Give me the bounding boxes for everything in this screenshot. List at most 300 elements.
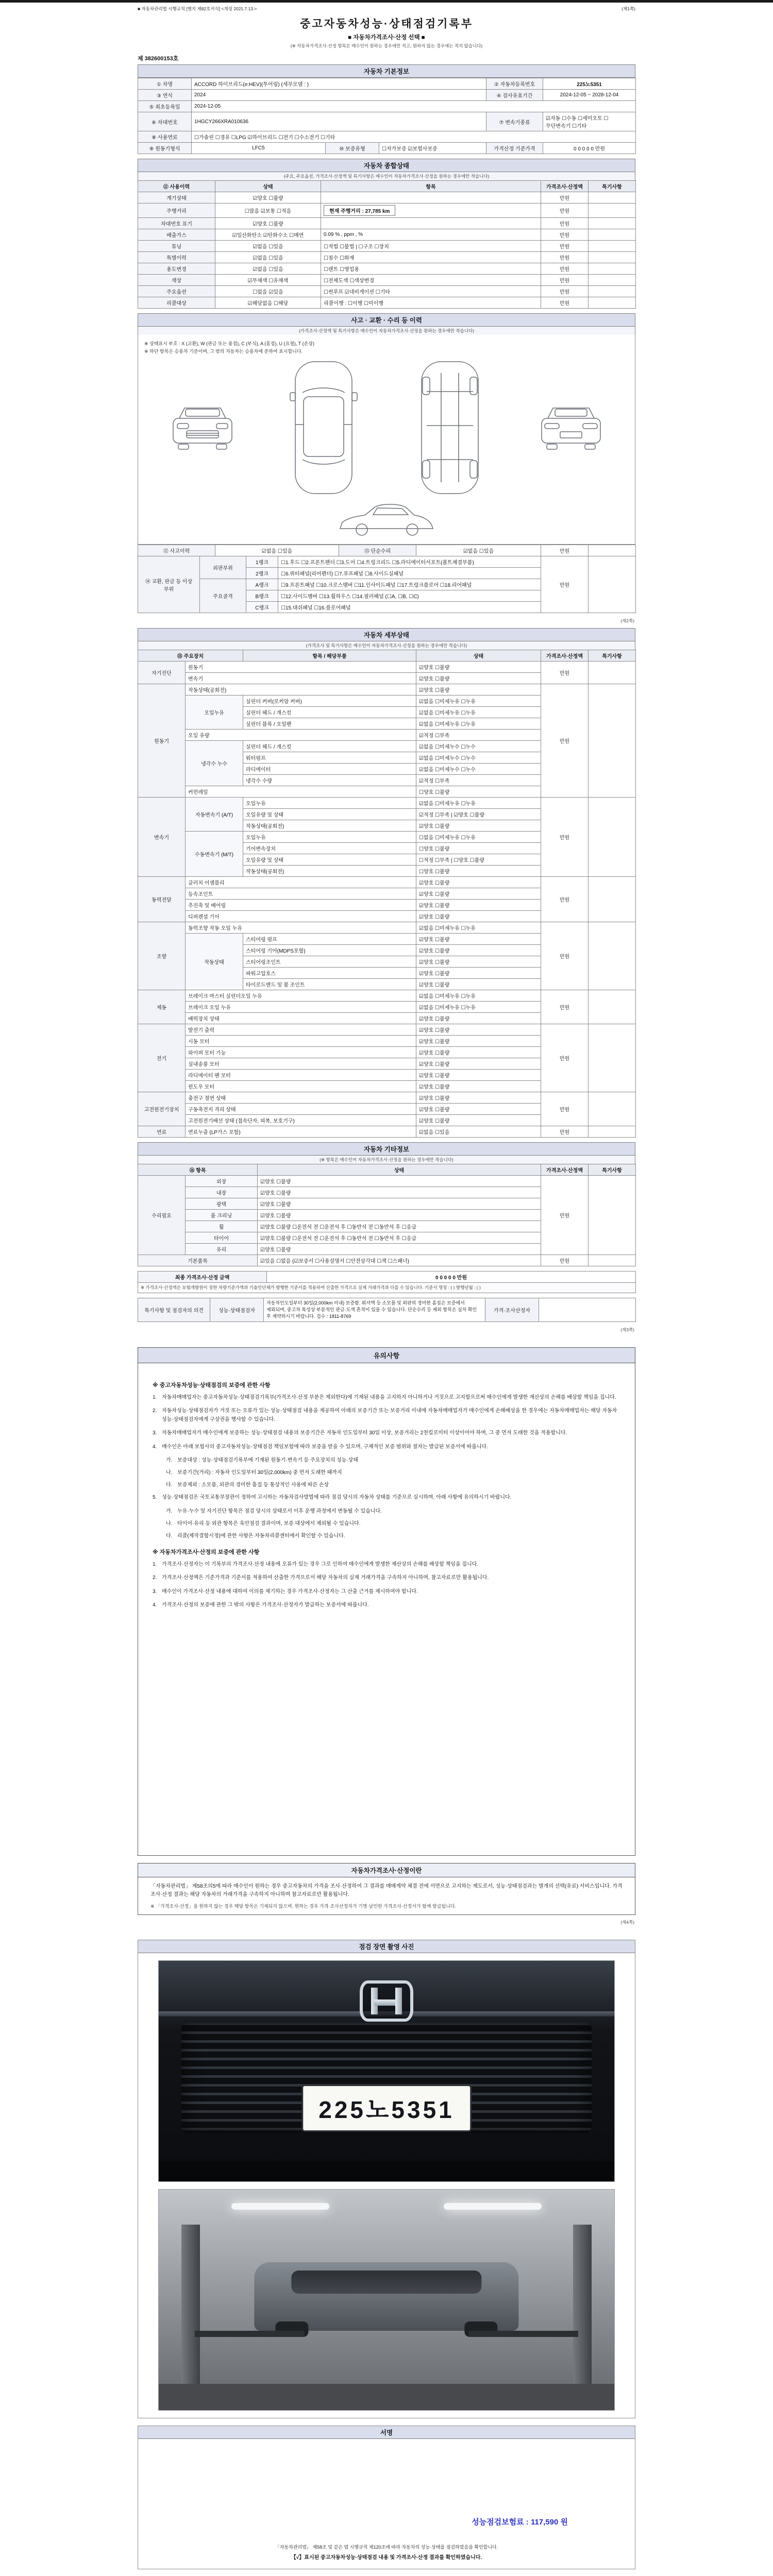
cell: 만원 bbox=[541, 990, 589, 1024]
cell bbox=[589, 684, 636, 798]
cell[interactable]: ☐없음 ☑있음 bbox=[215, 286, 321, 297]
table-row bbox=[138, 78, 636, 90]
cell: ④ 검사유효기간 bbox=[486, 90, 543, 101]
cell[interactable]: ☑적정 ☐부족 bbox=[416, 730, 541, 741]
cell: 만원 bbox=[541, 1092, 589, 1126]
garage-floor bbox=[159, 2384, 615, 2410]
page-marker-1: (제1쪽) bbox=[621, 6, 635, 11]
cell[interactable]: ☑양호 ☐불량 bbox=[215, 192, 321, 204]
detailed-condition-table bbox=[138, 650, 636, 1138]
cell[interactable]: ☐적법 ☐불법 | ☐구조 ☐장치 bbox=[321, 241, 541, 252]
cell: 라디에이터 팬 모터 bbox=[186, 1070, 416, 1081]
cell: 브레이크 마스터 실린더오일 누유 bbox=[186, 990, 416, 1002]
cell bbox=[321, 192, 541, 204]
cell: 계기상태 bbox=[138, 192, 215, 204]
cell: 항목 bbox=[321, 181, 541, 192]
engine-model: LFC5 bbox=[192, 143, 326, 154]
cell[interactable]: ☑양호 ☐불량 bbox=[416, 934, 541, 945]
odometer-cell bbox=[321, 204, 541, 218]
cell: 만원 bbox=[541, 241, 589, 252]
cell: 실린더 블록 / 오일팬 bbox=[243, 718, 416, 730]
cell: ⑧ 사용연료 bbox=[138, 131, 192, 143]
cell bbox=[539, 1298, 636, 1321]
cell[interactable]: ☑없음 ☐미세누유 ☐누유 bbox=[416, 922, 541, 934]
cell: 만원 bbox=[541, 1176, 589, 1255]
cell: 만원 bbox=[541, 252, 589, 263]
cell: 가격산정 기준가격 bbox=[486, 143, 543, 154]
table-row bbox=[138, 112, 636, 131]
table-row bbox=[138, 1164, 636, 1176]
signature-header: 서명 bbox=[138, 2426, 635, 2439]
cell[interactable]: ☑양호 ☐불량 bbox=[416, 1024, 541, 1036]
cell[interactable]: ☐썬루프 ☑네비게이션 ☐기타 bbox=[321, 286, 541, 297]
overall-condition-note: (주요, 주요옵션, 가격조사·산정액 및 특기사항은 매수인이 자동차가격조사·산정을 원하는 경우에만 적습니다) bbox=[138, 172, 635, 180]
cell: 가격조사·산정액 bbox=[541, 181, 589, 192]
cell[interactable]: ☑양호 ☐불량 bbox=[416, 911, 541, 922]
cell: 충전구 절연 상태 bbox=[186, 1092, 416, 1104]
simple-repair[interactable]: ☑없음 ☐있음 bbox=[416, 545, 541, 556]
cell: 실린더 커버(로커암 커버) bbox=[243, 696, 416, 707]
cell[interactable]: ☑없음 ☐미세누유 ☐누유 bbox=[416, 718, 541, 730]
basic-info-header: 자동차 기본정보 bbox=[138, 64, 635, 78]
cell: 고전원전기장치 bbox=[138, 1092, 186, 1126]
cell: 변속기 bbox=[138, 798, 186, 877]
cell: 자동변속기 (A/T) bbox=[186, 798, 243, 832]
cell[interactable]: ☑양호 ☐불량 bbox=[416, 945, 541, 956]
cell[interactable]: ☐전체도색 ☐색상변경 bbox=[321, 275, 541, 286]
cell: 만원 bbox=[541, 229, 589, 241]
cell: 스티어링 기어(MDPS포함) bbox=[243, 945, 416, 956]
cell[interactable]: ☐많음 ☑보통 ☐적음 bbox=[215, 204, 321, 218]
overall-condition-header: 자동차 종합상태 bbox=[138, 159, 635, 172]
damage-note-legend: ※ 하단 항목은 승용차 기준이며, 그 밖의 자동차는 승용차에 준하여 표시합니다. bbox=[144, 349, 303, 354]
section-detailed-condition bbox=[138, 628, 635, 1138]
car-side-view-diagram bbox=[335, 499, 438, 538]
cell[interactable]: ☑양호 ☐불량 bbox=[258, 1198, 541, 1210]
cell: 용도변경 bbox=[138, 263, 215, 275]
lift-post-left bbox=[181, 2225, 200, 2392]
document-sheet bbox=[138, 3, 635, 2569]
notice-paragraph: 다. 리콜(제작결함시정)에 관한 사항은 자동차리콜센터에서 확인할 수 있습니다. bbox=[166, 1533, 345, 1539]
cell[interactable]: ☑양호 ☐불량 bbox=[416, 684, 541, 696]
cell[interactable]: ☑없음 ☐있음 bbox=[416, 1126, 541, 1138]
cell: 기어변속장치 bbox=[243, 843, 416, 854]
cell[interactable]: ☑양호 ☐불량 bbox=[258, 1187, 541, 1198]
section-signature bbox=[138, 2426, 635, 2569]
table-row bbox=[138, 990, 636, 1002]
cell[interactable]: ☑양호 ☐불량 bbox=[416, 968, 541, 979]
cell: 주행거리 bbox=[138, 204, 215, 218]
cell[interactable]: ☑양호 ☐불량 bbox=[416, 1081, 541, 1092]
cell[interactable]: ☑없음 ☐있음 bbox=[215, 252, 321, 263]
cell: 만원 bbox=[541, 662, 589, 684]
base-price: 0 0 0 0 0 만원 bbox=[543, 143, 636, 154]
inspection-insurance-fee: 성능점검보험료 : 117,590 원 bbox=[472, 2517, 568, 2527]
bumper-shadow bbox=[159, 2161, 615, 2181]
cell bbox=[589, 1092, 636, 1126]
cell[interactable]: ☑양호 ☐불량 bbox=[416, 662, 541, 673]
cell: 냉각수 누수 bbox=[186, 741, 243, 786]
notice-paragraph: 1. 자동차매매업자는 중고자동차성능·상태점검기록부(가격조사·산정 부분은 제외한다)에 기재된 내용을 고지하지 아니하거나 거짓으로 고지함으로써 매수인에게 발생한 재산상의 손해를 배상할 책임을 집니다. bbox=[153, 1394, 616, 1400]
cell bbox=[589, 798, 636, 877]
ceiling-light-icon bbox=[444, 2203, 542, 2210]
section-etc-info bbox=[138, 1142, 635, 1266]
cell: 냉각수 수량 bbox=[243, 775, 416, 786]
section-notices bbox=[138, 1347, 635, 1856]
cell bbox=[589, 263, 636, 275]
cell: 만원 bbox=[541, 286, 589, 297]
cell: 가격조사·산정액 bbox=[541, 650, 589, 662]
cell bbox=[589, 297, 636, 309]
cell: 타이로드엔드 및 볼 조인트 bbox=[243, 979, 416, 990]
car-name: ACCORD 하이브리드(e:HEV)(투어링) (세부모델 : ) bbox=[192, 78, 486, 90]
section-inspection-photos bbox=[138, 1940, 635, 2418]
cell: 타이어 bbox=[186, 1232, 258, 1244]
table-row bbox=[138, 1024, 636, 1036]
cell: 내장 bbox=[186, 1187, 258, 1198]
cell[interactable]: ☑없음 ☐미세누수 ☐누수 bbox=[416, 764, 541, 775]
table-row bbox=[138, 192, 636, 204]
final-price-label: 최종 가격조사·산정 금액 bbox=[138, 1272, 267, 1283]
cell: ⑯ 항목 bbox=[138, 1164, 258, 1176]
car-underbody-view-diagram bbox=[411, 359, 489, 497]
cell: 광택 bbox=[186, 1198, 258, 1210]
cell bbox=[589, 241, 636, 252]
cell: 윈도우 모터 bbox=[186, 1081, 416, 1092]
cell[interactable]: ☐6.쿼터패널(리어펜더) ☐7.루프패널 ☐8.사이드실패널 bbox=[278, 568, 541, 579]
notice-heading: ※ 중고자동차성능·상태점검의 보증에 관한 사항 bbox=[153, 1382, 271, 1388]
cell[interactable]: 리콜이행 : ☐이행 ☐미이행 bbox=[321, 297, 541, 309]
cell[interactable]: ☑없음 ☐미세누수 ☐누수 bbox=[416, 752, 541, 764]
notices-header: 유의사항 bbox=[138, 1348, 635, 1363]
cell: 특기사항 bbox=[589, 1164, 636, 1176]
cell[interactable]: ☑양호 ☐불량 bbox=[416, 877, 541, 888]
cell: 색상 bbox=[138, 275, 215, 286]
cell[interactable]: ☑양호 ☐불량 bbox=[258, 1210, 541, 1221]
section-overall-condition bbox=[138, 159, 635, 309]
price-definition-title: 자동차가격조사·산정이란 bbox=[138, 1863, 635, 1877]
cell: 작동상태(공회전) bbox=[243, 820, 416, 832]
cell: 실린더 헤드 / 개스킷 bbox=[243, 707, 416, 718]
exchange-panel-table bbox=[138, 556, 636, 613]
car-side-diagram-row bbox=[144, 499, 629, 538]
windshield bbox=[291, 2270, 482, 2294]
cell: 2랭크 bbox=[246, 568, 278, 579]
cell[interactable]: ☐침수 ☐화재 bbox=[321, 252, 541, 263]
lift-arm-left bbox=[195, 2331, 304, 2337]
cell[interactable]: ☐15.대쉬패널 ☐16.플로어패널 bbox=[278, 602, 541, 613]
cell: 오일누유 bbox=[243, 832, 416, 843]
cell[interactable]: ☑없음 ☐미세누유 ☐누유 bbox=[416, 1002, 541, 1013]
table-row bbox=[138, 131, 636, 143]
cell: ⑦ 변속기종류 bbox=[486, 112, 543, 131]
price-definition-note: ※ 「가격조사·산정」을 원하지 않는 경우 해당 항목은 기재되지 않으며, 원하는 경우 가격·조사산정자가 기명·날인한 가격조사·산정서가 함께 발급됩니다. bbox=[150, 1903, 456, 1909]
cell: 연료 bbox=[138, 1126, 186, 1138]
cell: 추진축 및 베어링 bbox=[186, 900, 416, 911]
cell bbox=[589, 990, 636, 1024]
cell[interactable]: ☑양호 ☐불량 bbox=[416, 1070, 541, 1081]
cell bbox=[589, 252, 636, 263]
page-marker-2: (제2쪽) bbox=[620, 618, 634, 623]
cell: 만원 bbox=[541, 263, 589, 275]
inspector-opinion: 자동차인도일부터 30일(2,000km 이내) 보증함. 워셔액 등 소모품 및 외판의 경미한 흠집은 보증에서 제외되며, 중고차 특성상 부분적인 판금·도색 흔적이 있을 수 있습니다. 단순수리 등 제외 항목은 실차 확인 후 계약하시기 바랍니다. 검수 : 1811-8769 bbox=[264, 1298, 485, 1321]
final-price-note: ※ 가격조사·산정액은 보험개발원이 정한 차량기준가액과 기술인단체가 발행한 기준서를 적용하여 산출한 가격으로 실제 거래가격과 다를 수 있습니다. 기준서 명칭 : ( ) 발행년월 : ( ) bbox=[138, 1283, 636, 1293]
section-accident-history bbox=[138, 313, 635, 613]
cell[interactable]: ☐12.사이드멤버 ☐13.휠하우스 ☐14.필러패널 (☐A, ☐B, ☐C) bbox=[278, 590, 541, 602]
document-number: 제 382600153호 bbox=[138, 56, 179, 62]
cell[interactable]: ☑양호 ☐불량 bbox=[215, 218, 321, 229]
cell bbox=[589, 1176, 636, 1255]
cell: 워터펌프 bbox=[243, 752, 416, 764]
cell bbox=[589, 922, 636, 990]
table-row bbox=[138, 545, 636, 556]
cell[interactable]: ☐렌트 ☐영업용 bbox=[321, 263, 541, 275]
cell[interactable]: ☑양호 ☐불량 bbox=[416, 1036, 541, 1047]
cell[interactable]: ☑양호 ☐불량 bbox=[416, 979, 541, 990]
cell bbox=[589, 286, 636, 297]
table-row bbox=[138, 275, 636, 286]
cell: 주요골격 bbox=[200, 579, 246, 613]
cell: 만원 bbox=[541, 684, 589, 798]
cell: 만원 bbox=[541, 297, 589, 309]
cell: 항목 / 해당부품 bbox=[243, 650, 416, 662]
cell: 만원 bbox=[541, 204, 589, 218]
cell[interactable]: ☑양호 ☐불량 bbox=[416, 1058, 541, 1070]
cell[interactable]: ☑양호 ☐불량 ☐운전석 전 ☐운전석 후 ☐동반석 전 ☐동반석 후 ☐응급 bbox=[258, 1232, 541, 1244]
cell[interactable]: ☑있음 ☐없음 (☑보증서 ☐사용설명서 ☐안전삼각대 ☐잭 ☐스패너) bbox=[258, 1255, 541, 1266]
cell: 제동 bbox=[138, 990, 186, 1024]
cell[interactable]: ☑양호 ☐불량 bbox=[416, 673, 541, 684]
cell: 만원 bbox=[541, 1255, 589, 1266]
cell bbox=[589, 545, 636, 556]
cell bbox=[589, 556, 636, 613]
cell[interactable]: ☑없음 ☐미세누유 ☐누유 bbox=[416, 990, 541, 1002]
section-final-price bbox=[138, 1271, 635, 1293]
cell: ⑪ 사용이력 bbox=[138, 181, 215, 192]
cell bbox=[589, 662, 636, 684]
cell: 유리 bbox=[186, 1244, 258, 1255]
cell[interactable]: ☑양호 ☐불량 bbox=[416, 900, 541, 911]
cell: 룸 크리닝 bbox=[186, 1210, 258, 1221]
inspection-valid-period: 2024-12-05 ~ 2028-12-04 bbox=[543, 90, 636, 101]
cell: 수리필요 bbox=[138, 1176, 186, 1255]
cell: 리콜대상 bbox=[138, 297, 215, 309]
license-plate: 225노5351 bbox=[301, 2084, 472, 2132]
inspection-photo-front-grille bbox=[158, 1960, 615, 2182]
cell: 구동축전지 격리 상태 bbox=[186, 1104, 416, 1115]
cell[interactable]: ☑양호 ☐불량 bbox=[416, 1013, 541, 1024]
cell: 외판부위 bbox=[200, 556, 246, 579]
cell[interactable]: ☑해당없음 ☐해당 bbox=[215, 297, 321, 309]
cell: 변속기 bbox=[186, 673, 416, 684]
price-definition-box bbox=[138, 1863, 635, 1915]
etc-info-table bbox=[138, 1164, 636, 1266]
notice-paragraph: 가. 누유·누수 및 자기진단 항목은 점검 당시의 상태로서 이후 운행 과정에서 변동될 수 있습니다. bbox=[166, 1508, 382, 1514]
cell[interactable]: ☐양호 ☐불량 bbox=[416, 866, 541, 877]
cell bbox=[589, 218, 636, 229]
cell[interactable]: ☑양호 ☐불량 bbox=[416, 1092, 541, 1104]
cell[interactable]: ☑양호 ☐불량 ☐운전석 전 ☐운전석 후 ☐동반석 전 ☐동반석 후 ☐응급 bbox=[258, 1221, 541, 1232]
detailed-condition-note: (가격조사 및 특기사항은 매수인이 자동차가격조사·산정을 원하는 경우에만 적습니다) bbox=[138, 641, 635, 650]
cell[interactable]: ☑일산화탄소 ☑탄화수소 ☐매연 bbox=[215, 229, 321, 241]
transmission-type[interactable]: ☑자동 ☐수동 ☐세미오토 ☐무단변속기 ☐기타 bbox=[543, 112, 636, 131]
notice-paragraph: 3. 매수인이 가격조사·산정 내용에 대하여 이의를 제기하는 경우 가격조사·산정자는 그 산출 근거를 제시하여야 합니다. bbox=[153, 1588, 418, 1595]
cell: 오일누유 bbox=[243, 798, 416, 809]
cell bbox=[321, 218, 541, 229]
warranty-type[interactable]: ☐자가보증 ☑보험사보증 bbox=[379, 143, 486, 154]
vin: 1HGCY266XRA010636 bbox=[192, 112, 486, 131]
section-basic-info bbox=[138, 64, 635, 154]
cell: ⑩ 보증유형 bbox=[326, 143, 379, 154]
cell[interactable]: ☐9.프론트패널 ☐10.크로스멤버 ☐11.인사이드패널 ☐17.트렁크플로어 ☐18.리어패널 bbox=[278, 579, 541, 590]
cell: 동력전달 bbox=[138, 877, 186, 922]
table-row bbox=[138, 101, 636, 112]
h-emblem-icon bbox=[360, 1980, 413, 2022]
notice-paragraph: 5. 성능·상태점검은 국토교통부장관이 정하여 고시하는 자동차검사방법에 따라 점검 당시의 자동차 상태를 기준으로 실시하며, 아래 사항에 유의하시기 바랍니다. bbox=[153, 1495, 512, 1501]
etc-info-header: 자동차 기타정보 bbox=[138, 1142, 635, 1156]
car-on-lift bbox=[254, 2262, 518, 2331]
detailed-condition-header: 자동차 세부상태 bbox=[138, 628, 635, 641]
car-diagram-row bbox=[144, 359, 629, 497]
table-row bbox=[138, 143, 636, 154]
table-row bbox=[138, 252, 636, 263]
cell: ⑫ 사고이력 bbox=[138, 545, 215, 556]
cell: 특기사항 bbox=[589, 650, 636, 662]
inspection-photo-lift bbox=[158, 2189, 615, 2411]
page-marker-3: (제3쪽) bbox=[620, 1327, 634, 1332]
notice-paragraph: 다. 보증제외 : 소모품, 외관의 경미한 흠집 등 통상적인 사용에 따른 손상 bbox=[166, 1482, 329, 1488]
cell: 만원 bbox=[541, 877, 589, 922]
cell[interactable]: ☐없음 ☐미세누유 ☐누유 bbox=[416, 832, 541, 843]
cell: 전기 bbox=[138, 1024, 186, 1092]
cell: 연료누출 (LP가스 포함) bbox=[186, 1126, 416, 1138]
confirmation-line-1: 「자동차관리법」 제58조 및 같은 법 시행규칙 제120조에 따라 자동차의 성능·상태를 점검하였음을 확인합니다. bbox=[275, 2544, 498, 2550]
cell[interactable]: ☑없음 ☐있음 bbox=[215, 241, 321, 252]
cell: 오일유량 및 상태 bbox=[243, 854, 416, 866]
cell: 조향 bbox=[138, 922, 186, 990]
lift-arm-right bbox=[468, 2331, 578, 2337]
cell: 만원 bbox=[541, 556, 589, 613]
cell[interactable]: ☑양호 ☐불량 bbox=[416, 1047, 541, 1058]
cell bbox=[589, 275, 636, 286]
cell: 오일유량 및 상태 bbox=[243, 809, 416, 820]
first-registration-date: 2024-12-05 bbox=[192, 101, 636, 112]
etc-info-note: (※ 항목은 매수인이 자동차가격조사·산정을 원하는 경우에만 적습니다) bbox=[138, 1156, 635, 1164]
cell: ⑬ 단순수리 bbox=[339, 545, 416, 556]
cell[interactable]: ☑양호 ☐불량 bbox=[416, 1104, 541, 1115]
car-rear-view-diagram bbox=[537, 403, 604, 452]
cell: 작동상태 bbox=[186, 934, 243, 990]
cell: ⑨ 원동기형식 bbox=[138, 143, 192, 154]
cell: 특기사항 및 점검자의 의견 bbox=[138, 1298, 210, 1321]
cell: ⑥ 차대번호 bbox=[138, 112, 192, 131]
accident-flags-table bbox=[138, 545, 636, 556]
cell[interactable]: ☑없음 ☐미세누유 ☐누유 bbox=[416, 696, 541, 707]
cell: 스티어링조인트 bbox=[243, 956, 416, 968]
table-row bbox=[138, 1092, 636, 1104]
cell: 만원 bbox=[541, 922, 589, 990]
cell: 브레이크 오일 누유 bbox=[186, 1002, 416, 1013]
cell[interactable]: ☑없음 ☐미세누수 ☐누수 bbox=[416, 741, 541, 752]
cell: 배력장치 상태 bbox=[186, 1013, 416, 1024]
table-row bbox=[138, 798, 636, 809]
table-row bbox=[138, 297, 636, 309]
cell: 만원 bbox=[541, 1126, 589, 1138]
cell: 라디에이터 bbox=[243, 764, 416, 775]
cell[interactable]: ☑양호 ☐불량 bbox=[258, 1244, 541, 1255]
page-title: 중고자동차성능·상태점검기록부 bbox=[300, 18, 473, 30]
cell[interactable]: ☑양호 ☐불량 bbox=[416, 956, 541, 968]
notice-paragraph: 4. 가격조사·산정의 보증에 관한 그 밖의 사항은 가격조사·산정자가 발급하는 보증서에 따릅니다. bbox=[153, 1602, 369, 1608]
cell: 등속조인트 bbox=[186, 888, 416, 900]
table-row bbox=[138, 263, 636, 275]
cell[interactable]: ☐양호 ☐불량 bbox=[416, 843, 541, 854]
notice-paragraph: 나. 타이어·유리 등 외관 항목은 육안점검 결과이며, 보증 대상에서 제외될 수 있습니다. bbox=[166, 1520, 361, 1527]
cell: 작동상태(공회전) bbox=[186, 684, 416, 696]
ceiling-light-icon bbox=[231, 2203, 329, 2210]
cell: 만원 bbox=[541, 192, 589, 204]
final-price-value: 0 0 0 0 0 만원 bbox=[267, 1272, 636, 1283]
table-row bbox=[138, 1176, 636, 1187]
table-row bbox=[138, 1272, 636, 1283]
exchange-label: ⑭ 교환, 판금 등 이상 부위 bbox=[138, 556, 200, 613]
car-front-view-diagram bbox=[169, 403, 236, 452]
table-row bbox=[138, 204, 636, 218]
cell: 스티어링 펌프 bbox=[243, 934, 416, 945]
cell[interactable]: ☑적정 ☐부족 bbox=[416, 775, 541, 786]
cell: 만원 bbox=[541, 218, 589, 229]
damage-code-legend: ※ 상태표시 부호 : X (교환), W (판금 또는 용접), C (부식), A (흠집), U (요철), T (손상) bbox=[144, 341, 314, 346]
cell: 디퍼렌셜 기어 bbox=[186, 911, 416, 922]
table-row bbox=[138, 229, 636, 241]
cell[interactable]: ☑양호 ☐불량 bbox=[416, 888, 541, 900]
cell[interactable]: ☑없음 ☐미세누유 ☐누유 bbox=[416, 798, 541, 809]
cell bbox=[589, 1024, 636, 1092]
cell[interactable]: ☑양호 ☐불량 bbox=[258, 1176, 541, 1187]
cell: B랭크 bbox=[246, 590, 278, 602]
accident-history[interactable]: ☑없음 ☐있음 bbox=[215, 545, 339, 556]
table-row bbox=[138, 922, 636, 934]
cell[interactable]: ☑양호 ☐불량 bbox=[416, 1115, 541, 1126]
cell[interactable]: ☑적정 ☐부족 | ☑양호 ☐불량 bbox=[416, 809, 541, 820]
table-row bbox=[138, 556, 636, 568]
notice-paragraph: 가. 보증대상 : 성능·상태점검기록부에 기재된 원동기·변속기 등 주요장치의 성능·상태 bbox=[166, 1458, 358, 1464]
car-top-view-diagram bbox=[285, 359, 362, 497]
cell[interactable]: ☑없음 ☐있음 bbox=[215, 263, 321, 275]
cell: ⑤ 최초등록일 bbox=[138, 101, 192, 112]
cell: 배출가스 bbox=[138, 229, 215, 241]
cell[interactable]: ☑없음 ☐미세누유 ☐누유 bbox=[416, 707, 541, 718]
cell[interactable]: ☐1.후드 ☐2.프론트펜더 ☐3.도어 ☐4.트렁크리드 ☐5.라디에이터서포트(볼트체결부품) bbox=[278, 556, 541, 568]
cell: 작동상태(공회전) bbox=[243, 866, 416, 877]
confirmation-line-2: 【√】표시된 중고자동차성능·상태점검 내용 및 가격조사·산정 결과를 확인하였습니다. bbox=[291, 2554, 482, 2561]
cell: 특기사항 bbox=[589, 181, 636, 192]
cell[interactable]: ☑양호 ☐불량 bbox=[416, 820, 541, 832]
cell: 오일 유량 bbox=[186, 730, 416, 741]
cell[interactable]: ☐적정 ☐부족 | ☐양호 ☐불량 bbox=[416, 854, 541, 866]
cell: 고전원전기배선 상태 (접속단자, 피복, 보호기구) bbox=[186, 1115, 416, 1126]
cell: 와이퍼 모터 기능 bbox=[186, 1047, 416, 1058]
fuel-type[interactable]: ☐가솔린 ☐경유 ☐LPG ☑하이브리드 ☐전기 ☐수소전기 ☐기타 bbox=[192, 131, 636, 143]
cell: 파워고압호스 bbox=[243, 968, 416, 979]
cell: 특별이력 bbox=[138, 252, 215, 263]
cell: 자기진단 bbox=[138, 662, 186, 684]
table-row bbox=[138, 286, 636, 297]
price-definition-body: 「자동차관리법」 제58조의5에 따라 매수인이 원하는 경우 중고자동차의 가격을 조사·산정하여 그 결과를 매매계약 체결 전에 서면으로 고지하는 제도로서, 성능·상태점검과는 별개의 선택(유료) 서비스입니다. 가격조사·산정 결과는 해당 자동차의 거래가격을 구속하지 아니하며 참고자료로만 활용됩니다. bbox=[150, 1883, 623, 1898]
cell[interactable]: ☑무채색 ☐유채색 bbox=[215, 275, 321, 286]
cell[interactable]: ☐양호 ☐불량 bbox=[416, 786, 541, 798]
lift-post-right bbox=[573, 2225, 592, 2392]
